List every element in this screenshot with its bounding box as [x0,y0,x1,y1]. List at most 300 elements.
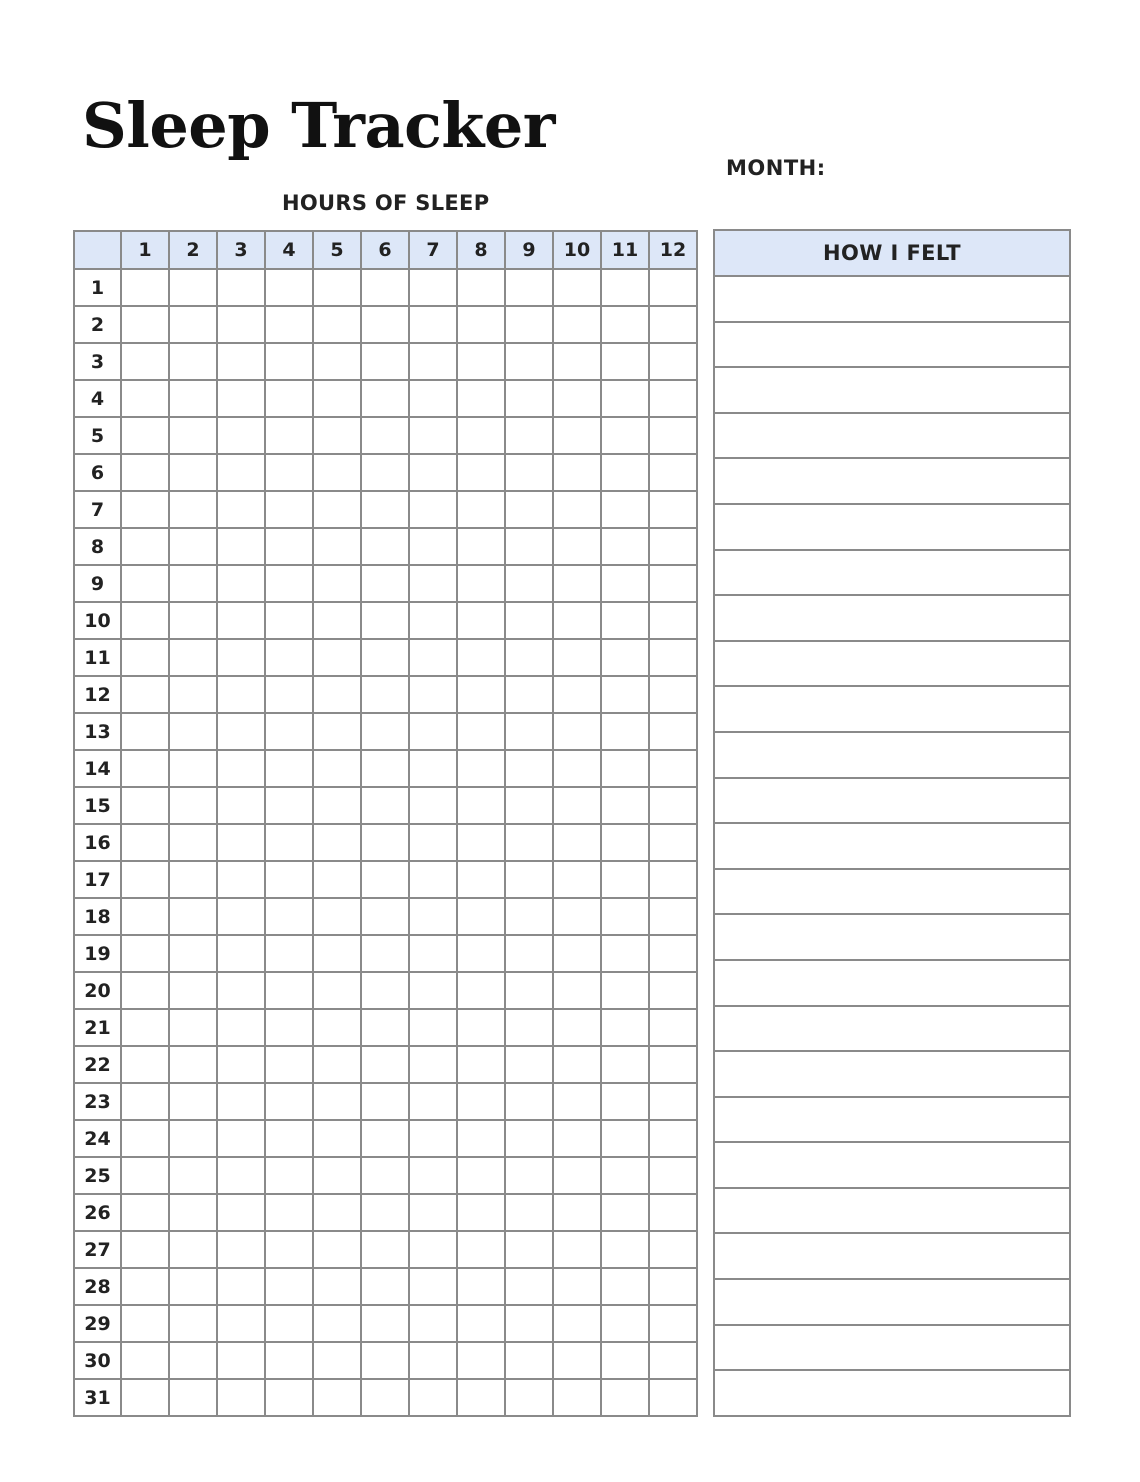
sleep-hour-cell[interactable] [313,1194,361,1231]
felt-writing-line[interactable] [715,1189,1069,1235]
sleep-hour-cell[interactable] [457,824,505,861]
sleep-hour-cell[interactable] [553,1046,601,1083]
sleep-hour-cell[interactable] [217,1231,265,1268]
sleep-hour-cell[interactable] [409,269,457,306]
sleep-hour-cell[interactable] [265,639,313,676]
sleep-hour-cell[interactable] [457,565,505,602]
sleep-hour-cell[interactable] [409,676,457,713]
sleep-hour-cell[interactable] [553,972,601,1009]
sleep-hour-cell[interactable] [505,491,553,528]
sleep-hour-cell[interactable] [217,639,265,676]
sleep-hour-cell[interactable] [121,343,169,380]
sleep-hour-cell[interactable] [649,306,697,343]
sleep-hour-cell[interactable] [265,1194,313,1231]
sleep-hour-cell[interactable] [409,750,457,787]
sleep-hour-cell[interactable] [409,417,457,454]
sleep-hour-cell[interactable] [553,750,601,787]
sleep-hour-cell[interactable] [457,1268,505,1305]
sleep-hour-cell[interactable] [457,1046,505,1083]
sleep-hour-cell[interactable] [649,1379,697,1416]
sleep-hour-cell[interactable] [601,1083,649,1120]
sleep-hour-cell[interactable] [553,639,601,676]
sleep-hour-cell[interactable] [505,1342,553,1379]
sleep-hour-cell[interactable] [265,1268,313,1305]
sleep-hour-cell[interactable] [313,1305,361,1342]
sleep-hour-cell[interactable] [505,824,553,861]
sleep-hour-cell[interactable] [601,972,649,1009]
felt-writing-line[interactable] [715,1007,1069,1053]
felt-writing-line[interactable] [715,1234,1069,1280]
sleep-hour-cell[interactable] [505,602,553,639]
sleep-hour-cell[interactable] [409,1083,457,1120]
sleep-hour-cell[interactable] [601,676,649,713]
felt-writing-line[interactable] [715,505,1069,551]
sleep-hour-cell[interactable] [169,1231,217,1268]
sleep-hour-cell[interactable] [361,602,409,639]
sleep-hour-cell[interactable] [649,417,697,454]
sleep-hour-cell[interactable] [553,491,601,528]
sleep-hour-cell[interactable] [169,787,217,824]
sleep-hour-cell[interactable] [601,639,649,676]
felt-writing-line[interactable] [715,687,1069,733]
felt-writing-line[interactable] [715,642,1069,688]
sleep-hour-cell[interactable] [313,1342,361,1379]
sleep-hour-cell[interactable] [265,861,313,898]
sleep-hour-cell[interactable] [409,824,457,861]
sleep-hour-cell[interactable] [121,639,169,676]
sleep-hour-cell[interactable] [409,565,457,602]
sleep-hour-cell[interactable] [457,380,505,417]
sleep-hour-cell[interactable] [361,1194,409,1231]
sleep-hour-cell[interactable] [265,528,313,565]
sleep-hour-cell[interactable] [505,528,553,565]
sleep-hour-cell[interactable] [313,898,361,935]
sleep-hour-cell[interactable] [313,861,361,898]
sleep-hour-cell[interactable] [601,1194,649,1231]
sleep-hour-cell[interactable] [121,528,169,565]
sleep-hour-cell[interactable] [265,602,313,639]
sleep-hour-cell[interactable] [649,972,697,1009]
sleep-hour-cell[interactable] [265,1157,313,1194]
sleep-hour-cell[interactable] [121,602,169,639]
sleep-hour-cell[interactable] [601,898,649,935]
sleep-hour-cell[interactable] [649,861,697,898]
sleep-hour-cell[interactable] [217,861,265,898]
sleep-hour-cell[interactable] [601,750,649,787]
sleep-hour-cell[interactable] [409,1046,457,1083]
sleep-hour-cell[interactable] [121,861,169,898]
sleep-hour-cell[interactable] [361,491,409,528]
sleep-hour-cell[interactable] [553,454,601,491]
sleep-hour-cell[interactable] [553,306,601,343]
sleep-hour-cell[interactable] [121,491,169,528]
sleep-hour-cell[interactable] [409,898,457,935]
sleep-hour-cell[interactable] [649,1268,697,1305]
sleep-hour-cell[interactable] [169,1305,217,1342]
sleep-hour-cell[interactable] [457,417,505,454]
sleep-hour-cell[interactable] [313,935,361,972]
sleep-hour-cell[interactable] [505,639,553,676]
sleep-hour-cell[interactable] [649,750,697,787]
sleep-hour-cell[interactable] [265,1342,313,1379]
sleep-hour-cell[interactable] [553,380,601,417]
sleep-hour-cell[interactable] [457,1120,505,1157]
sleep-hour-cell[interactable] [217,454,265,491]
sleep-hour-cell[interactable] [265,972,313,1009]
sleep-hour-cell[interactable] [265,750,313,787]
sleep-hour-cell[interactable] [361,306,409,343]
sleep-hour-cell[interactable] [361,269,409,306]
sleep-hour-cell[interactable] [265,380,313,417]
sleep-hour-cell[interactable] [217,1194,265,1231]
sleep-hour-cell[interactable] [361,1231,409,1268]
sleep-hour-cell[interactable] [649,1083,697,1120]
sleep-hour-cell[interactable] [601,1046,649,1083]
sleep-hour-cell[interactable] [217,713,265,750]
sleep-hour-cell[interactable] [121,1379,169,1416]
sleep-hour-cell[interactable] [553,565,601,602]
sleep-hour-cell[interactable] [361,1083,409,1120]
felt-writing-line[interactable] [715,1371,1069,1415]
sleep-hour-cell[interactable] [313,1231,361,1268]
sleep-hour-cell[interactable] [313,528,361,565]
sleep-hour-cell[interactable] [409,972,457,1009]
sleep-hour-cell[interactable] [361,1009,409,1046]
sleep-hour-cell[interactable] [169,417,217,454]
sleep-hour-cell[interactable] [601,454,649,491]
sleep-hour-cell[interactable] [217,602,265,639]
sleep-hour-cell[interactable] [217,1120,265,1157]
sleep-hour-cell[interactable] [601,1342,649,1379]
sleep-hour-cell[interactable] [361,935,409,972]
sleep-hour-cell[interactable] [409,1379,457,1416]
sleep-hour-cell[interactable] [553,861,601,898]
sleep-hour-cell[interactable] [409,1305,457,1342]
sleep-hour-cell[interactable] [313,602,361,639]
sleep-hour-cell[interactable] [217,935,265,972]
sleep-hour-cell[interactable] [121,787,169,824]
sleep-hour-cell[interactable] [169,713,217,750]
sleep-hour-cell[interactable] [409,1120,457,1157]
sleep-hour-cell[interactable] [361,787,409,824]
felt-writing-line[interactable] [715,1280,1069,1326]
felt-writing-line[interactable] [715,824,1069,870]
sleep-hour-cell[interactable] [649,1009,697,1046]
sleep-hour-cell[interactable] [217,343,265,380]
sleep-hour-cell[interactable] [457,861,505,898]
sleep-hour-cell[interactable] [121,1046,169,1083]
sleep-hour-cell[interactable] [553,1305,601,1342]
sleep-hour-cell[interactable] [361,417,409,454]
sleep-hour-cell[interactable] [361,898,409,935]
sleep-hour-cell[interactable] [265,1046,313,1083]
sleep-hour-cell[interactable] [601,269,649,306]
sleep-hour-cell[interactable] [649,380,697,417]
sleep-hour-cell[interactable] [505,454,553,491]
sleep-hour-cell[interactable] [553,1231,601,1268]
sleep-hour-cell[interactable] [217,1046,265,1083]
sleep-hour-cell[interactable] [553,824,601,861]
sleep-hour-cell[interactable] [121,750,169,787]
sleep-hour-cell[interactable] [649,713,697,750]
sleep-hour-cell[interactable] [121,824,169,861]
sleep-hour-cell[interactable] [457,1231,505,1268]
sleep-hour-cell[interactable] [505,1009,553,1046]
sleep-hour-cell[interactable] [601,306,649,343]
sleep-hour-cell[interactable] [457,1157,505,1194]
sleep-hour-cell[interactable] [361,565,409,602]
sleep-hour-cell[interactable] [265,1120,313,1157]
sleep-hour-cell[interactable] [121,676,169,713]
sleep-hour-cell[interactable] [361,750,409,787]
sleep-hour-cell[interactable] [457,1305,505,1342]
felt-writing-line[interactable] [715,733,1069,779]
sleep-hour-cell[interactable] [313,491,361,528]
sleep-hour-cell[interactable] [457,1083,505,1120]
sleep-hour-cell[interactable] [409,1268,457,1305]
sleep-hour-cell[interactable] [601,1009,649,1046]
sleep-hour-cell[interactable] [553,343,601,380]
sleep-hour-cell[interactable] [121,1305,169,1342]
sleep-hour-cell[interactable] [649,1305,697,1342]
sleep-hour-cell[interactable] [217,750,265,787]
sleep-hour-cell[interactable] [361,1379,409,1416]
sleep-hour-cell[interactable] [169,1157,217,1194]
sleep-hour-cell[interactable] [313,1268,361,1305]
sleep-hour-cell[interactable] [361,380,409,417]
sleep-hour-cell[interactable] [265,343,313,380]
sleep-hour-cell[interactable] [361,1120,409,1157]
sleep-hour-cell[interactable] [265,1305,313,1342]
sleep-hour-cell[interactable] [409,713,457,750]
sleep-hour-cell[interactable] [121,1157,169,1194]
sleep-hour-cell[interactable] [457,750,505,787]
sleep-hour-cell[interactable] [457,935,505,972]
sleep-hour-cell[interactable] [313,750,361,787]
sleep-hour-cell[interactable] [313,676,361,713]
sleep-hour-cell[interactable] [601,380,649,417]
sleep-hour-cell[interactable] [217,824,265,861]
sleep-hour-cell[interactable] [601,1305,649,1342]
sleep-hour-cell[interactable] [313,1120,361,1157]
sleep-hour-cell[interactable] [649,454,697,491]
sleep-hour-cell[interactable] [409,787,457,824]
sleep-hour-cell[interactable] [169,269,217,306]
sleep-hour-cell[interactable] [313,306,361,343]
sleep-hour-cell[interactable] [409,1194,457,1231]
sleep-hour-cell[interactable] [217,972,265,1009]
sleep-hour-cell[interactable] [409,861,457,898]
sleep-hour-cell[interactable] [169,824,217,861]
sleep-hour-cell[interactable] [601,1231,649,1268]
sleep-hour-cell[interactable] [649,343,697,380]
felt-writing-line[interactable] [715,1052,1069,1098]
sleep-hour-cell[interactable] [265,417,313,454]
sleep-hour-cell[interactable] [553,1194,601,1231]
sleep-hour-cell[interactable] [457,306,505,343]
sleep-hour-cell[interactable] [361,1268,409,1305]
sleep-hour-cell[interactable] [121,380,169,417]
sleep-hour-cell[interactable] [265,787,313,824]
sleep-hour-cell[interactable] [265,824,313,861]
sleep-hour-cell[interactable] [601,528,649,565]
sleep-hour-cell[interactable] [553,787,601,824]
sleep-hour-cell[interactable] [313,1379,361,1416]
sleep-hour-cell[interactable] [313,269,361,306]
sleep-hour-cell[interactable] [601,343,649,380]
sleep-hour-cell[interactable] [457,898,505,935]
sleep-hour-cell[interactable] [169,1268,217,1305]
sleep-hour-cell[interactable] [649,528,697,565]
sleep-hour-cell[interactable] [457,343,505,380]
sleep-hour-cell[interactable] [265,306,313,343]
sleep-hour-cell[interactable] [505,713,553,750]
sleep-hour-cell[interactable] [217,565,265,602]
sleep-hour-cell[interactable] [265,1009,313,1046]
sleep-hour-cell[interactable] [553,1157,601,1194]
sleep-hour-cell[interactable] [409,639,457,676]
sleep-hour-cell[interactable] [169,639,217,676]
sleep-hour-cell[interactable] [553,1268,601,1305]
sleep-hour-cell[interactable] [505,935,553,972]
sleep-hour-cell[interactable] [121,1231,169,1268]
sleep-hour-cell[interactable] [457,1379,505,1416]
felt-writing-line[interactable] [715,459,1069,505]
sleep-hour-cell[interactable] [169,750,217,787]
sleep-hour-cell[interactable] [505,972,553,1009]
sleep-hour-cell[interactable] [313,417,361,454]
sleep-hour-cell[interactable] [505,417,553,454]
sleep-hour-cell[interactable] [601,565,649,602]
sleep-hour-cell[interactable] [361,1305,409,1342]
sleep-hour-cell[interactable] [505,1157,553,1194]
sleep-hour-cell[interactable] [313,639,361,676]
sleep-hour-cell[interactable] [313,380,361,417]
felt-writing-line[interactable] [715,368,1069,414]
sleep-hour-cell[interactable] [121,1120,169,1157]
sleep-hour-cell[interactable] [121,972,169,1009]
sleep-hour-cell[interactable] [505,1231,553,1268]
sleep-hour-cell[interactable] [121,713,169,750]
sleep-hour-cell[interactable] [505,898,553,935]
sleep-hour-cell[interactable] [601,602,649,639]
sleep-hour-cell[interactable] [601,824,649,861]
sleep-hour-cell[interactable] [169,1194,217,1231]
sleep-hour-cell[interactable] [217,1379,265,1416]
sleep-hour-cell[interactable] [217,1009,265,1046]
sleep-hour-cell[interactable] [121,1194,169,1231]
sleep-hour-cell[interactable] [457,269,505,306]
sleep-hour-cell[interactable] [361,972,409,1009]
sleep-hour-cell[interactable] [649,1046,697,1083]
sleep-hour-cell[interactable] [649,1231,697,1268]
sleep-hour-cell[interactable] [649,1120,697,1157]
sleep-hour-cell[interactable] [169,343,217,380]
sleep-hour-cell[interactable] [505,750,553,787]
sleep-hour-cell[interactable] [601,935,649,972]
felt-writing-line[interactable] [715,596,1069,642]
sleep-hour-cell[interactable] [121,935,169,972]
felt-writing-line[interactable] [715,1326,1069,1372]
sleep-hour-cell[interactable] [649,787,697,824]
sleep-hour-cell[interactable] [505,1120,553,1157]
sleep-hour-cell[interactable] [217,269,265,306]
sleep-hour-cell[interactable] [649,824,697,861]
sleep-hour-cell[interactable] [265,454,313,491]
felt-writing-line[interactable] [715,551,1069,597]
sleep-hour-cell[interactable] [457,972,505,1009]
sleep-hour-cell[interactable] [169,1379,217,1416]
sleep-hour-cell[interactable] [649,1194,697,1231]
sleep-hour-cell[interactable] [169,306,217,343]
sleep-hour-cell[interactable] [409,1009,457,1046]
sleep-hour-cell[interactable] [313,824,361,861]
sleep-hour-cell[interactable] [265,565,313,602]
sleep-hour-cell[interactable] [361,713,409,750]
sleep-hour-cell[interactable] [505,676,553,713]
sleep-hour-cell[interactable] [121,454,169,491]
sleep-hour-cell[interactable] [121,1268,169,1305]
sleep-hour-cell[interactable] [505,565,553,602]
sleep-hour-cell[interactable] [505,1268,553,1305]
sleep-hour-cell[interactable] [217,380,265,417]
sleep-hour-cell[interactable] [121,417,169,454]
sleep-hour-cell[interactable] [313,787,361,824]
sleep-hour-cell[interactable] [553,602,601,639]
sleep-hour-cell[interactable] [265,935,313,972]
sleep-hour-cell[interactable] [505,861,553,898]
sleep-hour-cell[interactable] [553,417,601,454]
sleep-hour-cell[interactable] [169,491,217,528]
sleep-hour-cell[interactable] [553,898,601,935]
sleep-hour-cell[interactable] [457,639,505,676]
sleep-hour-cell[interactable] [505,1379,553,1416]
sleep-hour-cell[interactable] [169,1009,217,1046]
sleep-hour-cell[interactable] [601,1157,649,1194]
sleep-hour-cell[interactable] [649,565,697,602]
sleep-hour-cell[interactable] [409,935,457,972]
sleep-hour-cell[interactable] [649,491,697,528]
sleep-hour-cell[interactable] [313,565,361,602]
sleep-hour-cell[interactable] [505,787,553,824]
sleep-hour-cell[interactable] [217,1305,265,1342]
felt-writing-line[interactable] [715,277,1069,323]
felt-writing-line[interactable] [715,323,1069,369]
sleep-hour-cell[interactable] [169,935,217,972]
sleep-hour-cell[interactable] [217,417,265,454]
sleep-hour-cell[interactable] [265,491,313,528]
sleep-hour-cell[interactable] [265,713,313,750]
sleep-hour-cell[interactable] [553,1120,601,1157]
sleep-hour-cell[interactable] [169,861,217,898]
sleep-hour-cell[interactable] [361,1046,409,1083]
sleep-hour-cell[interactable] [505,306,553,343]
sleep-hour-cell[interactable] [409,343,457,380]
sleep-hour-cell[interactable] [169,972,217,1009]
felt-writing-line[interactable] [715,1143,1069,1189]
sleep-hour-cell[interactable] [361,454,409,491]
sleep-hour-cell[interactable] [505,343,553,380]
sleep-hour-cell[interactable] [601,713,649,750]
sleep-hour-cell[interactable] [601,1379,649,1416]
sleep-hour-cell[interactable] [169,454,217,491]
sleep-hour-cell[interactable] [361,861,409,898]
sleep-hour-cell[interactable] [121,1083,169,1120]
sleep-hour-cell[interactable] [217,787,265,824]
sleep-hour-cell[interactable] [649,269,697,306]
felt-writing-line[interactable] [715,915,1069,961]
sleep-hour-cell[interactable] [553,528,601,565]
